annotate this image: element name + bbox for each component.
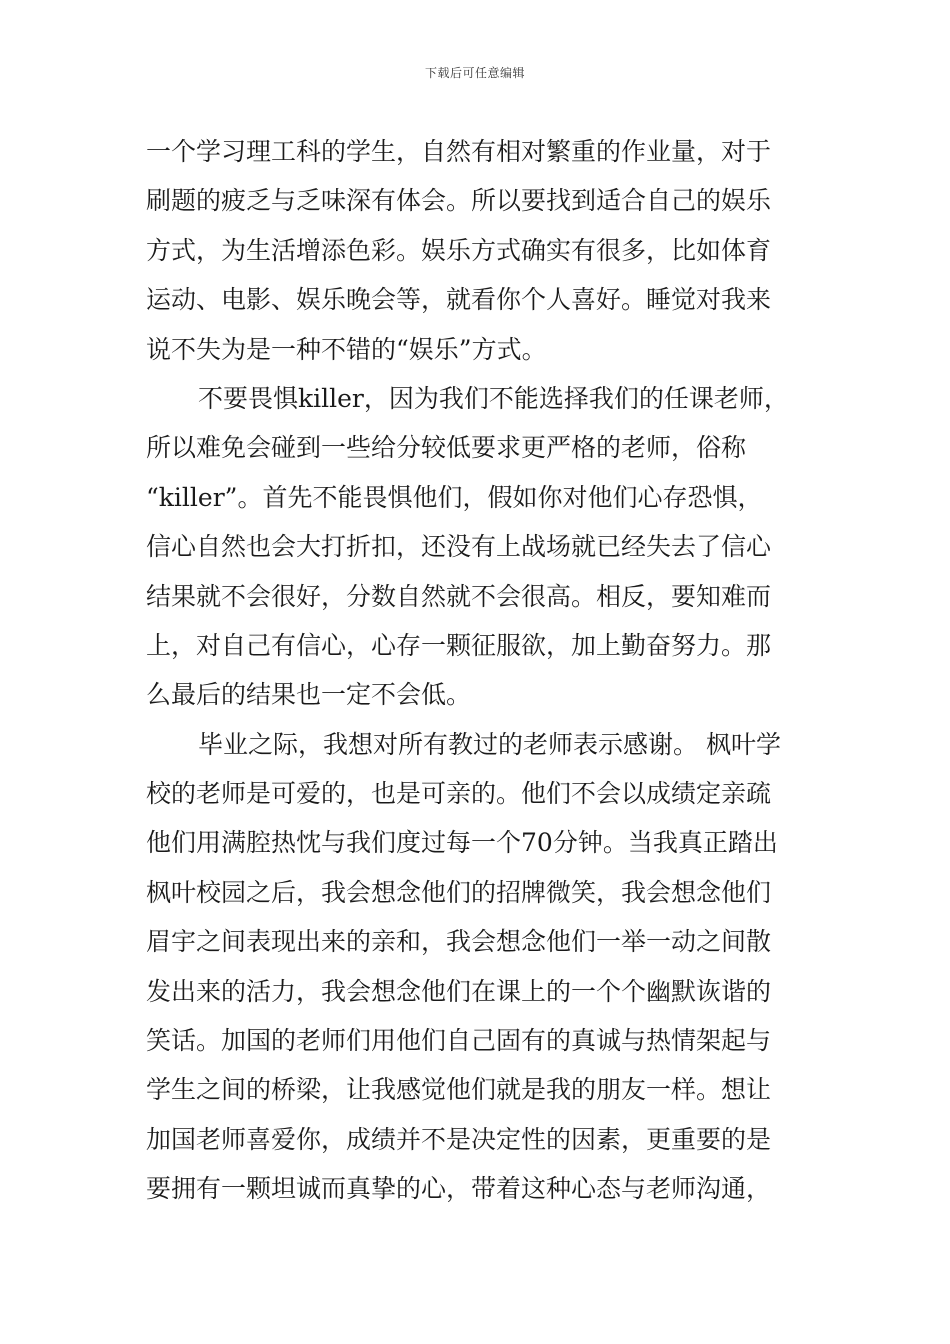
text-line: 毕业之际，我想对所有教过的老师表示感谢。 枫叶学 — [198, 729, 781, 759]
document-body — [146, 127, 826, 1214]
text-line: 不要畏惧killer，因为我们不能选择我们的任课老师， — [198, 383, 789, 413]
paragraph-graduation — [146, 720, 826, 1214]
text-line: 枫叶校园之后，我会想念他们的招牌微笑，我会想念他们 — [146, 877, 772, 907]
text-line: “killer”。首先不能畏惧他们，假如你对他们心存恐惧， — [146, 482, 763, 512]
paragraph-entertainment — [146, 127, 826, 374]
text-line: 眉宇之间表现出来的亲和，我会想念他们一举一动之间散 — [146, 927, 772, 957]
text-line: 校的老师是可爱的，也是可亲的。他们不会以成绩定亲疏 — [146, 779, 772, 809]
text-line: 发出来的活力，我会想念他们在课上的一个个幽默诙谐的 — [146, 976, 772, 1006]
text-line: 要拥有一颗坦诚而真挚的心，带着这种心态与老师沟通， — [146, 1174, 772, 1204]
text-line: 笑话。加国的老师们用他们自己固有的真诚与热情架起与 — [146, 1026, 772, 1056]
text-line: 运动、电影、娱乐晚会等，就看你个人喜好。睡觉对我来 — [146, 285, 772, 315]
text-line: 加国老师喜爱你，成绩并不是决定性的因素，更重要的是 — [146, 1124, 772, 1154]
text-line: 学生之间的桥梁，让我感觉他们就是我的朋友一样。想让 — [146, 1075, 772, 1105]
text-line: 结果就不会很好，分数自然就不会很高。相反，要知难而 — [146, 581, 772, 611]
text-line: 说不失为是一种不错的“娱乐”方式。 — [146, 334, 547, 364]
paragraph-killer — [146, 374, 826, 720]
text-line: 么最后的结果也一定不会低。 — [146, 680, 472, 710]
text-line: 所以难免会碰到一些给分较低要求更严格的老师，俗称 — [146, 433, 747, 463]
page-header: 下载后可任意编辑 — [424, 66, 525, 80]
text-line: 方式，为生活增添色彩。娱乐方式确实有很多，比如体育 — [146, 235, 772, 265]
text-line: 刷题的疲乏与乏味深有体会。所以要找到适合自己的娱乐 — [146, 186, 772, 216]
text-line: 信心自然也会大打折扣，还没有上战场就已经失去了信心 — [146, 532, 772, 562]
text-line: 上，对自己有信心，心存一颗征服欲，加上勤奋努力。那 — [146, 630, 772, 660]
text-line: 一个学习理工科的学生，自然有相对繁重的作业量，对于 — [146, 137, 772, 166]
text-line: 他们用满腔热忱与我们度过每一个70分钟。当我真正踏出 — [146, 828, 778, 858]
